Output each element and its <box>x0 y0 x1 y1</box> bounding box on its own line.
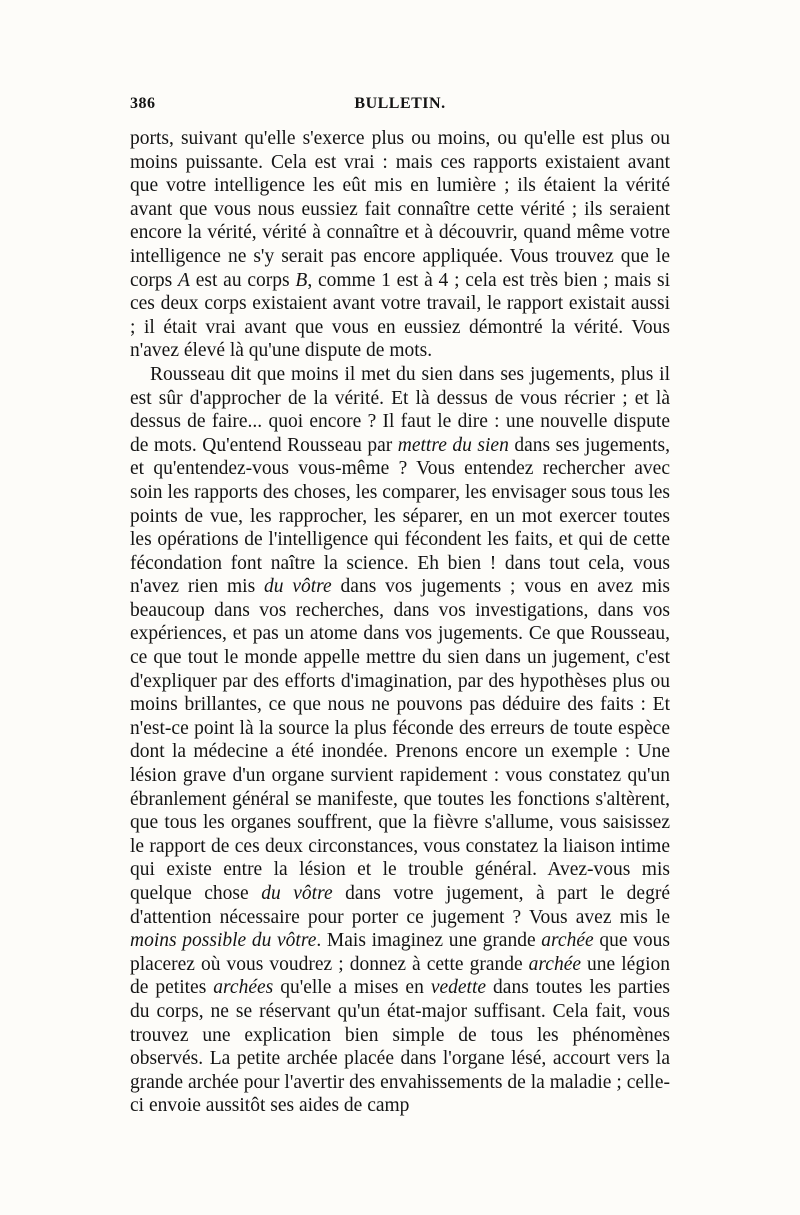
text-run: que vous placerez où vous voudrez ; donnez à cette grande <box>130 930 670 975</box>
paragraph <box>130 127 670 363</box>
text-run: , comme 1 est à 4 ; cela est très bien ; mais si ces deux corps existaient avant votre travail, le rapport existait aussi ; il était vrai avant que vous en eussiez démontré la vérité. Vous n'avez élevé là qu'une dispute de mots. <box>130 269 670 362</box>
paragraph <box>130 363 670 1118</box>
text-run: Rousseau dit que moins il met du sien dans ses jugements, plus il est sûr d'approcher de la vérité. Et là dessus de vous récrier ; et là dessus de faire... quoi encore ? Il faut le dire : une nouvelle dispute de mots. Qu'entend Rousseau par <box>130 363 670 456</box>
italic-text: mettre du sien <box>397 434 509 456</box>
italic-text: archée <box>541 930 594 952</box>
body-text <box>130 127 670 1118</box>
page-number: 386 <box>130 95 156 112</box>
italic-text: A <box>178 269 190 291</box>
text-run: qu'elle a mises en <box>273 977 431 999</box>
italic-text: du vôtre <box>261 883 333 904</box>
text-run: . Mais imaginez une grande <box>316 930 542 952</box>
text-run: est au corps <box>189 269 296 291</box>
italic-text: B <box>295 269 308 291</box>
text-run: dans vos jugements ; vous en avez mis beaucoup dans vos recherches, dans vos investigations, dans vos expériences, et pas un atome dans vos jugements. Ce que Rousseau, ce que tout le monde appelle mettre du sien dans un jugement, c'est d'expliquer par des efforts d'imagination, par des hypothèses plus ou moins brillantes, ce que nous ne pouvons pas déduire des faits : Et n'est-ce point là la source la plus féconde des erreurs de toute espèce dont la médecine a été inondée. Prenons encore un exemple : Une lésion grave d'un organe survient rapidement : vous constatez qu'un ébranlement général se manifeste, que toutes les fonctions s'altèrent, que tous les organes souffrent, que la fièvre s'allume, vous saisissez le rapport de ces deux circonstances, vous constatez la liaison intime qui existe entre la lésion et le trouble général. Avez-vous mis quelque chose <box>130 576 670 904</box>
italic-text: moins possible du vôtre <box>130 930 317 952</box>
text-run: dans ses jugements, et qu'entendez-vous vous-même ? Vous entendez rechercher avec soin les rapports des choses, les comparer, les envisager sous tous les points de vue, les rapprocher, les séparer, en un mot exercer toutes les opérations de l'intelligence qui fécondent les faits, et qui de cette fécondation font naître la science. Eh bien ! dans tout cela, vous n'avez rien mis <box>130 434 670 598</box>
page-header <box>130 95 670 121</box>
text-run: dans votre jugement, à part le degré d'attention nécessaire pour porter ce jugement ? Vous avez mis le <box>130 883 670 928</box>
text-run: dans toutes les parties du corps, ne se réservant qu'un état-major suffisant. Cela fait, vous trouvez une explication bien simple de tous les phénomènes observés. La petite archée placée dans l'organe lésé, accourt vers la grande archée pour l'avertir des envahissements de la maladie ; celle-ci envoie aussitôt ses aides de camp <box>130 977 670 1117</box>
italic-text: archée <box>528 953 582 975</box>
running-title: BULLETIN. <box>354 95 446 112</box>
italic-text: vedette <box>430 977 487 999</box>
text-run: ports, suivant qu'elle s'exerce plus ou moins, ou qu'elle est plus ou moins puissante. Cela est vrai : mais ces rapports existaient avant que votre intelligence les eût mis en lumière ; ils étaient la vérité avant que vous nous eussiez fait connaître cette vérité ; ils seraient encore la vérité, vérité à connaître et à découvrir, quand même votre intelligence ne s'y serait pas encore appliquée. Vous trouvez que le corps <box>130 128 670 291</box>
italic-text: du vôtre <box>264 576 332 598</box>
italic-text: archées <box>213 977 274 999</box>
text-run: une légion de petites <box>130 953 670 999</box>
